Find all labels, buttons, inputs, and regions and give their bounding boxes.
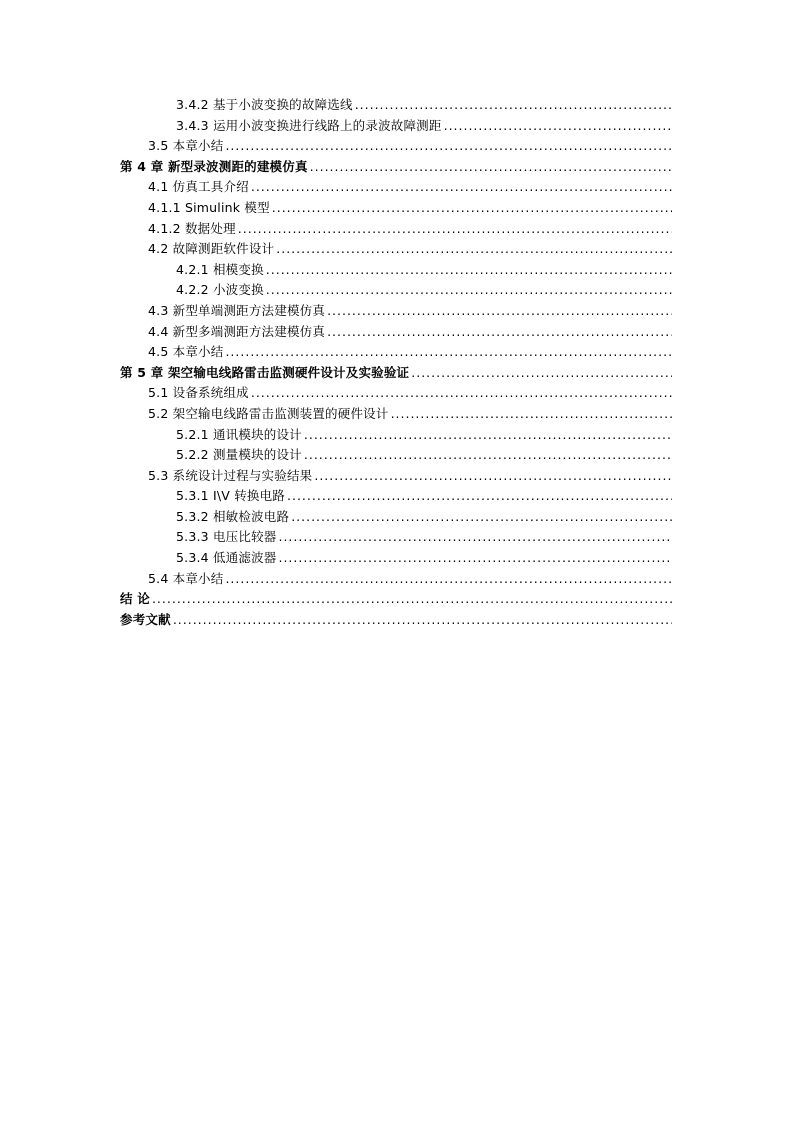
toc-entry[interactable]: [120, 445, 672, 466]
toc-entry[interactable]: [120, 260, 672, 281]
toc-dot-leader: [173, 610, 672, 631]
toc-dot-leader: [276, 239, 672, 260]
toc-dot-leader: [310, 157, 672, 178]
toc-entry-title: 5.3.4 低通滤波器: [176, 550, 277, 566]
toc-entry-title: 5.2 架空输电线路雷击监测装置的硬件设计: [148, 405, 389, 421]
toc-entry-title: 5.3.1 I\V 转换电路: [176, 488, 286, 504]
toc-entry[interactable]: [120, 219, 672, 240]
toc-entry[interactable]: [120, 404, 672, 425]
toc-entry[interactable]: [120, 569, 672, 590]
toc-dot-leader: [278, 548, 672, 569]
toc-dot-leader: [314, 466, 672, 487]
toc-entry-title: 第 4 章 新型录波测距的建模仿真: [120, 158, 308, 174]
toc-entry[interactable]: [120, 301, 672, 322]
toc-entry-title: 3.4.3 运用小波变换进行线路上的录波故障测距: [176, 117, 442, 133]
toc-entry[interactable]: [120, 425, 672, 446]
toc-entry-title: 5.1 设备系统组成: [148, 385, 249, 401]
toc-entry-title: 4.2.1 相模变换: [176, 261, 264, 277]
toc-dot-leader: [304, 425, 672, 446]
toc-entry[interactable]: [120, 322, 672, 343]
toc-dot-leader: [304, 445, 672, 466]
toc-dot-leader: [225, 342, 672, 363]
toc-entry[interactable]: [120, 116, 672, 137]
toc-entry-title: 4.1.2 数据处理: [148, 220, 236, 236]
toc-entry-title: 第 5 章 架空输电线路雷击监测硬件设计及实验验证: [120, 364, 410, 380]
toc-entry-title: 3.4.2 基于小波变换的故障选线: [176, 97, 353, 112]
toc-entry-title: 5.3.2 相敏检波电路: [176, 508, 290, 524]
toc-entry-title: 4.2 故障测距软件设计: [148, 241, 275, 257]
toc-dot-leader: [225, 136, 672, 157]
toc-dot-leader: [152, 589, 672, 610]
toc-chapter-entry[interactable]: [120, 363, 672, 384]
toc-entry[interactable]: [120, 548, 672, 569]
toc-dot-leader: [225, 569, 672, 590]
toc-dot-leader: [327, 322, 672, 343]
toc-dot-leader: [238, 219, 672, 240]
toc-entry[interactable]: [120, 527, 672, 548]
toc-dot-leader: [251, 177, 672, 198]
toc-entry-title: 参考文献: [120, 611, 171, 627]
toc-entry[interactable]: [120, 198, 672, 219]
toc-dot-leader: [355, 95, 672, 116]
toc-entry-title: 5.3 系统设计过程与实验结果: [148, 467, 313, 483]
toc-entry-title: 4.5 本章小结: [148, 344, 224, 360]
toc-entry-title: 5.4 本章小结: [148, 570, 224, 586]
toc-dot-leader: [391, 404, 672, 425]
toc-entry-title: 4.3 新型单端测距方法建模仿真: [148, 302, 326, 318]
toc-dot-leader: [266, 280, 672, 301]
toc-entry-title: 5.2.1 通讯模块的设计: [176, 426, 302, 442]
toc-chapter-entry[interactable]: [120, 157, 672, 178]
toc-entry[interactable]: [120, 383, 672, 404]
toc-entry-title: 5.2.2 测量模块的设计: [176, 447, 302, 463]
toc-entry[interactable]: [120, 342, 672, 363]
toc-entry-title: 4.4 新型多端测距方法建模仿真: [148, 323, 326, 339]
toc-entry[interactable]: [120, 507, 672, 528]
toc-dot-leader: [287, 486, 672, 507]
toc-dot-leader: [251, 383, 672, 404]
toc-dot-leader: [291, 507, 672, 528]
toc-entry-title: 4.1.1 Simulink 模型: [148, 199, 270, 215]
toc-entry-title: 5.3.3 电压比较器: [176, 529, 277, 545]
toc-entry[interactable]: [120, 466, 672, 487]
toc-entry[interactable]: [120, 136, 672, 157]
toc-dot-leader: [444, 116, 672, 137]
toc-entry-title: 结 论: [120, 591, 150, 607]
toc-entry[interactable]: [120, 239, 672, 260]
toc-dot-leader: [278, 527, 672, 548]
toc-dot-leader: [327, 301, 672, 322]
toc-entry[interactable]: [120, 280, 672, 301]
toc-dot-leader: [272, 198, 672, 219]
toc-entry[interactable]: [120, 95, 672, 116]
toc-dot-leader: [266, 260, 672, 281]
toc-chapter-entry[interactable]: [120, 610, 672, 631]
toc-entry[interactable]: [120, 177, 672, 198]
toc-chapter-entry[interactable]: [120, 589, 672, 610]
table-of-contents: [120, 95, 672, 630]
toc-entry-title: 3.5 本章小结: [148, 138, 224, 154]
toc-entry-title: 4.2.2 小波变换: [176, 282, 264, 298]
toc-entry-title: 4.1 仿真工具介绍: [148, 179, 249, 195]
toc-dot-leader: [411, 363, 672, 384]
toc-entry[interactable]: [120, 486, 672, 507]
